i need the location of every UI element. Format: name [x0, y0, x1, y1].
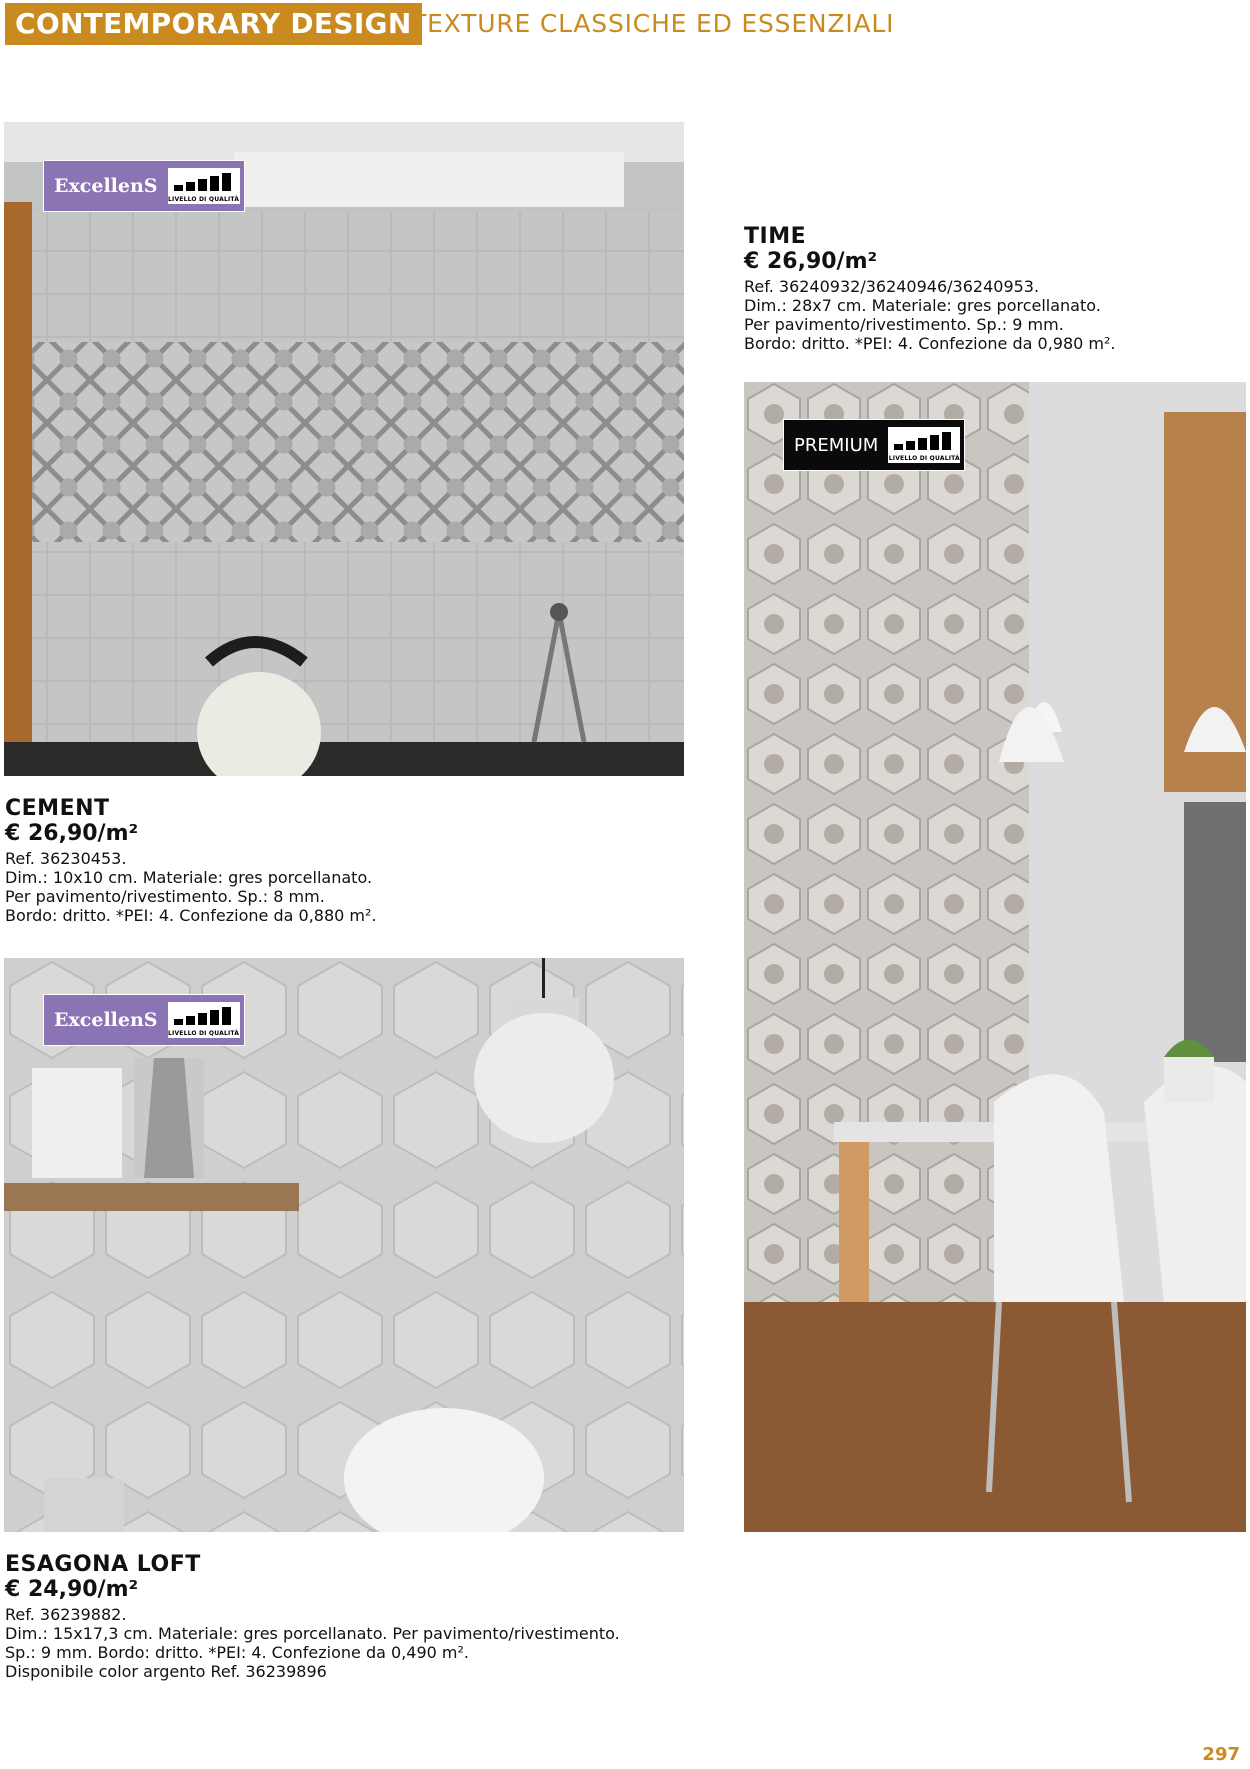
product-name: ESAGONA LOFT	[5, 1552, 201, 1577]
badge-name: ExcellenS	[54, 175, 158, 197]
product-cement	[5, 796, 685, 925]
quality-label: LIVELLO DI QUALITÀ	[167, 1030, 240, 1037]
photo-time-dining	[744, 382, 1246, 1532]
product-description: Ref. 36230453. Dim.: 10x10 cm. Materiale: gres porcellanato. Per pavimento/rivestimento. Sp.: 8 mm. Bordo: dritto. *PEI: 4. Confezione da 0,880 m².	[5, 849, 377, 925]
product-description: Ref. 36239882. Dim.: 15x17,3 cm. Materiale: gres porcellanato. Per pavimento/rivestimento. Sp.: 9 mm. Bordo: dritto. *PEI: 4. Confezione da 0,490 m². Disponibile color argento Ref. 36239896	[5, 1605, 620, 1681]
product-price: € 26,90/m²	[744, 249, 878, 274]
product-time	[744, 224, 1244, 353]
product-name: TIME	[744, 224, 807, 249]
product-price: € 26,90/m²	[5, 821, 139, 846]
page-number: 297	[1202, 1744, 1240, 1765]
badge-name: ExcellenS	[54, 1009, 158, 1031]
badge-excellens-cement	[43, 160, 245, 212]
quality-level-icon	[888, 427, 960, 463]
badge-premium-time	[783, 419, 965, 471]
product-price: € 24,90/m²	[5, 1577, 139, 1602]
quality-level-icon	[168, 168, 240, 204]
badge-excellens-esagona	[43, 994, 245, 1046]
product-name: CEMENT	[5, 796, 110, 821]
section-subtitle: TEXTURE CLASSICHE ED ESSENZIALI	[411, 9, 895, 38]
photo-cement-kitchen	[4, 122, 684, 776]
quality-label: LIVELLO DI QUALITÀ	[888, 455, 960, 462]
section-tag: CONTEMPORARY DESIGN	[5, 3, 422, 45]
badge-name: PREMIUM	[794, 434, 879, 456]
quality-level-icon	[168, 1002, 240, 1038]
product-description: Ref. 36240932/36240946/36240953. Dim.: 28x7 cm. Materiale: gres porcellanato. Per pavimento/rivestimento. Sp.: 9 mm. Bordo: dritto. *PEI: 4. Confezione da 0,980 m².	[744, 277, 1116, 353]
product-esagona-loft	[5, 1552, 725, 1681]
quality-label: LIVELLO DI QUALITÀ	[167, 196, 240, 203]
